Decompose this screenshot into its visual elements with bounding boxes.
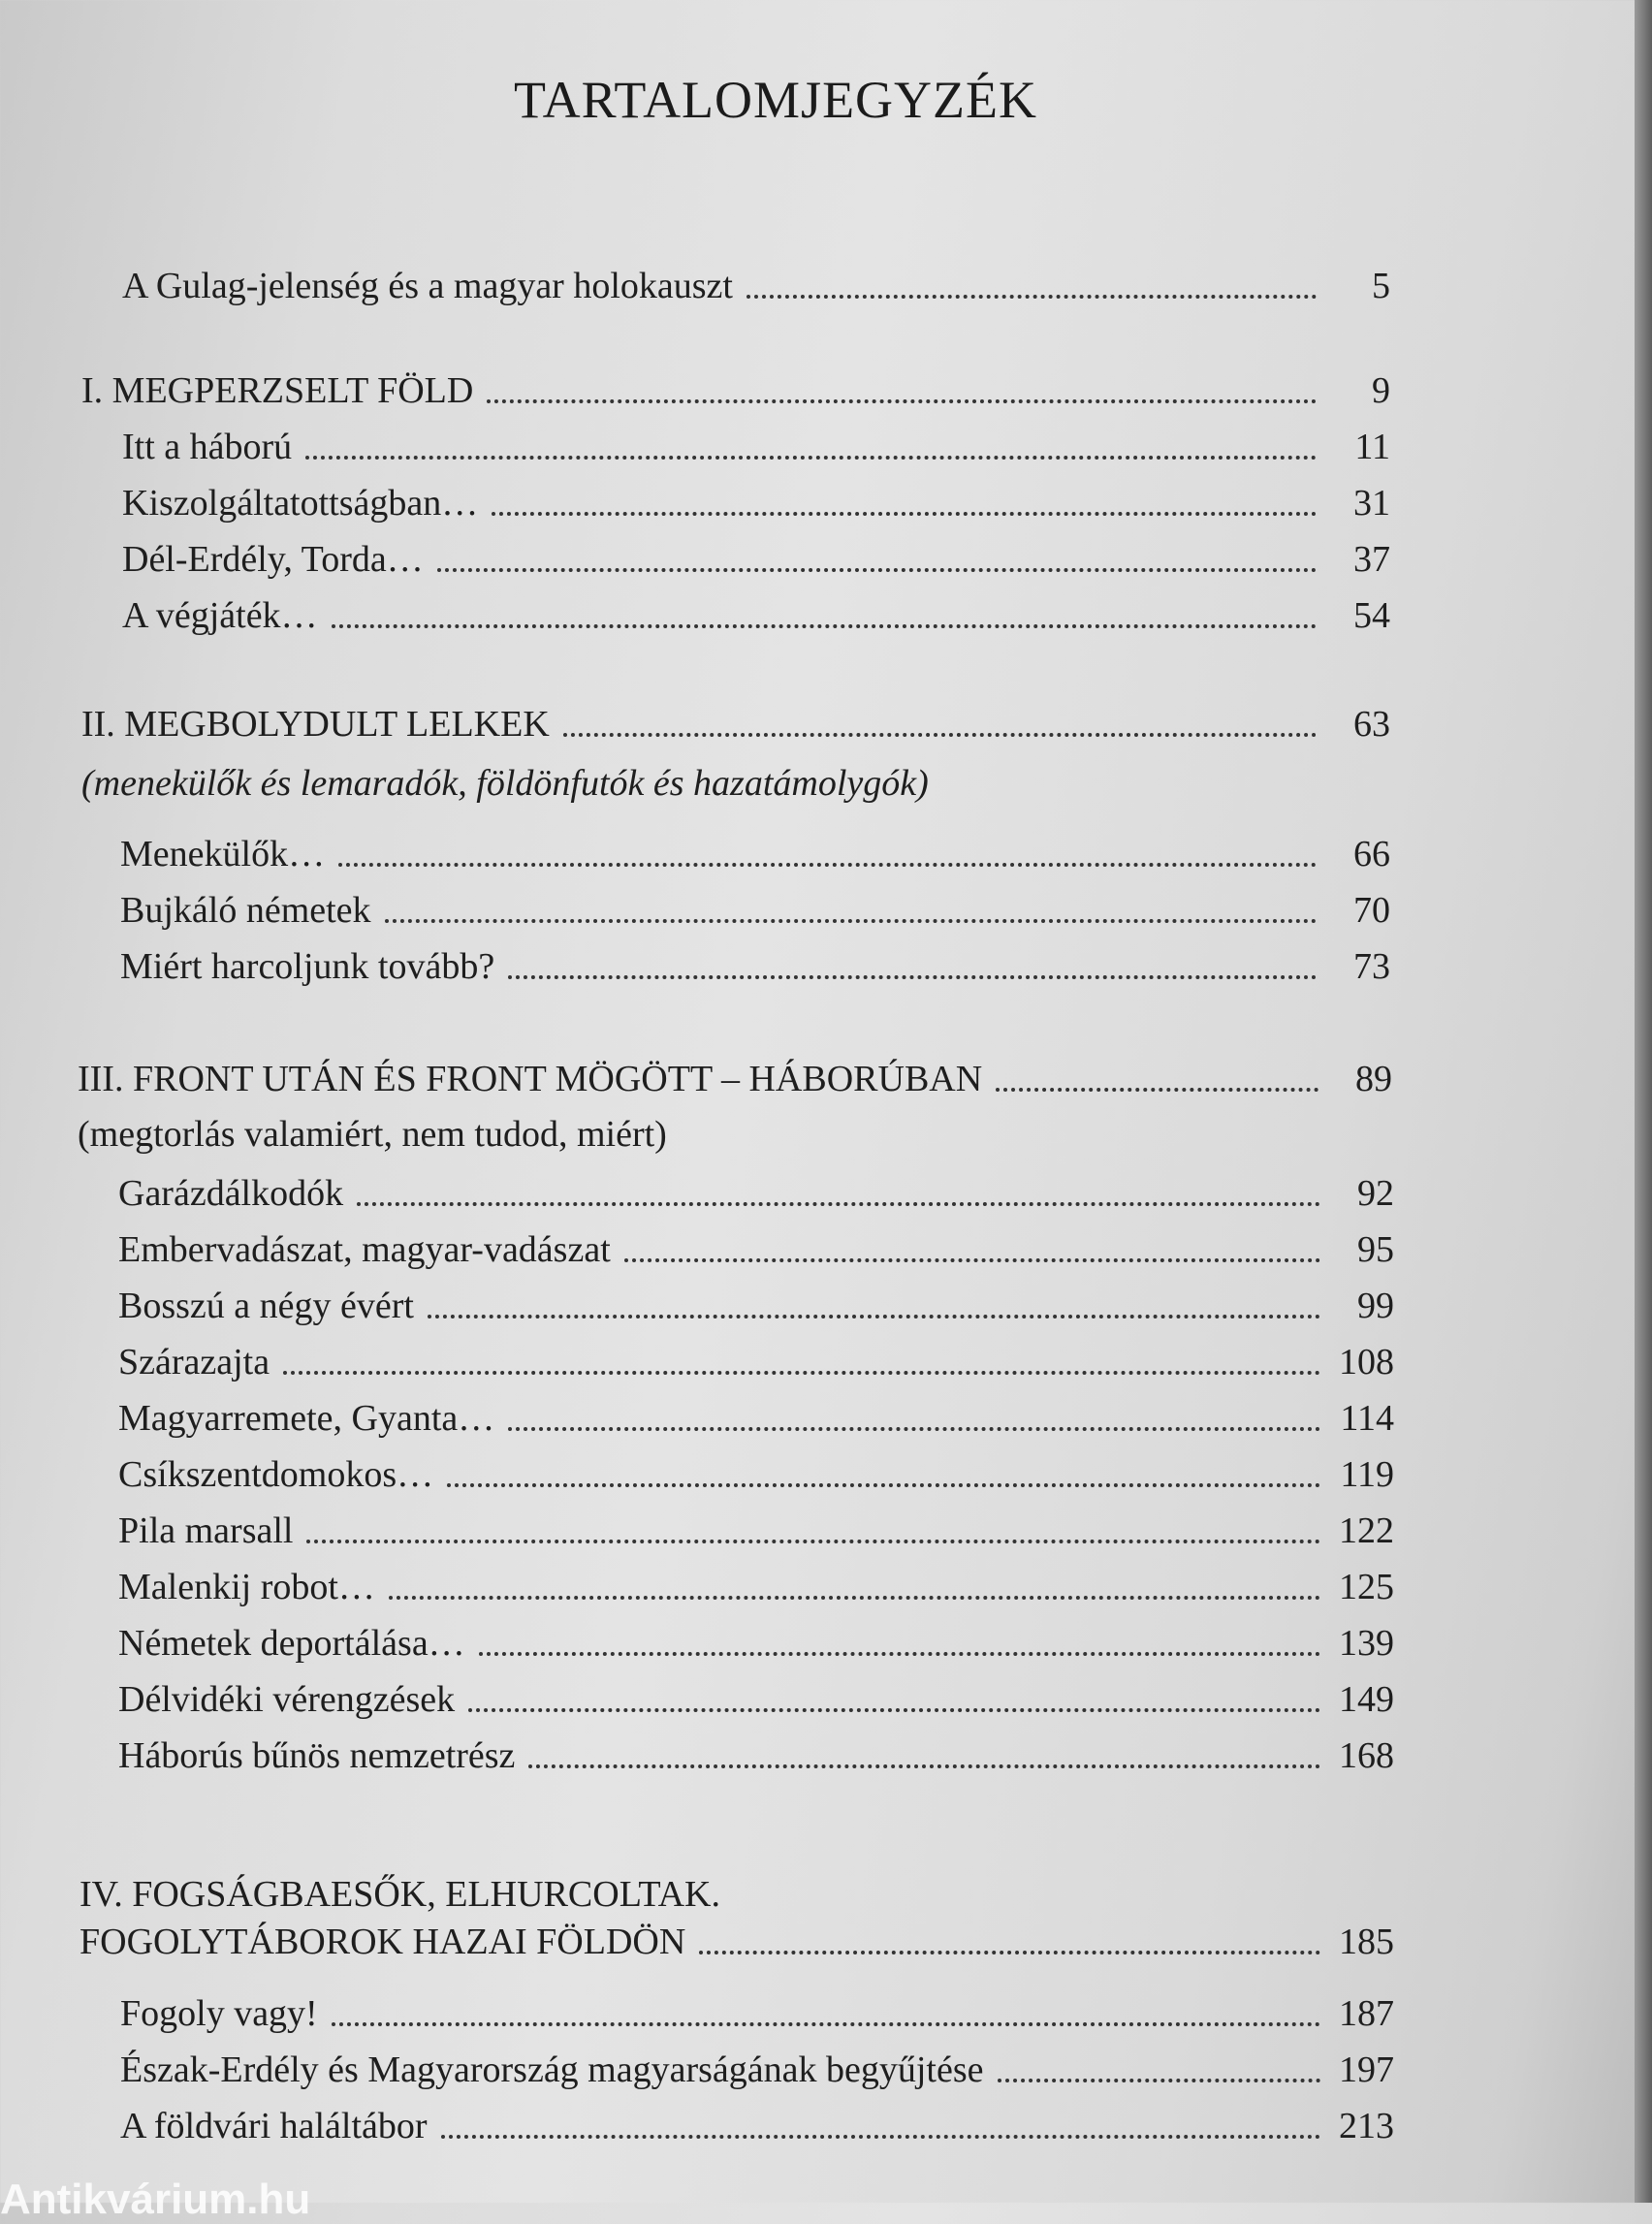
toc-entry-page: 66 xyxy=(1353,834,1390,875)
toc-entry-label: Pila marsall xyxy=(118,1510,294,1552)
watermark: Antikvárium.hu xyxy=(0,2176,311,2223)
section-subtitle: (menekülők és lemaradók, földönfutók és hazatámolygók) xyxy=(81,763,929,804)
dot-leader xyxy=(996,1088,1318,1092)
toc-entry[interactable] xyxy=(120,2094,1394,2148)
toc-section-heading[interactable] xyxy=(81,359,1390,413)
toc-entry-page: 139 xyxy=(1339,1623,1394,1665)
dot-leader xyxy=(747,295,1317,299)
toc-entry-page: 122 xyxy=(1339,1510,1394,1552)
dot-leader xyxy=(699,1951,1320,1954)
toc-entry-label: Bujkáló németek xyxy=(120,890,371,932)
dot-leader xyxy=(447,1483,1320,1487)
dot-leader xyxy=(332,624,1317,628)
dot-leader xyxy=(428,1315,1320,1319)
toc-entry-page: 92 xyxy=(1357,1173,1394,1215)
toc-entry-page: 73 xyxy=(1353,946,1390,988)
toc-entry-page: 114 xyxy=(1340,1398,1394,1440)
toc-entry-label: Malenkij robot… xyxy=(118,1567,375,1608)
toc-entry[interactable] xyxy=(118,1218,1394,1272)
dot-leader xyxy=(479,1652,1320,1656)
toc-section-heading[interactable] xyxy=(78,1047,1392,1101)
toc-entry-page: 37 xyxy=(1353,539,1390,581)
dot-leader xyxy=(563,733,1317,737)
dot-leader xyxy=(528,1764,1320,1768)
toc-entry[interactable] xyxy=(122,527,1390,582)
toc-section-page: 185 xyxy=(1339,1922,1394,1963)
page-title: TARTALOMJEGYZÉK xyxy=(513,71,1038,129)
toc-entry-page: 54 xyxy=(1353,595,1390,637)
toc-entry-label: Bosszú a négy évért xyxy=(118,1286,414,1327)
toc-entry-label: A végjáték… xyxy=(122,595,318,637)
toc-entry-label: Kiszolgáltatottságban… xyxy=(122,483,479,524)
toc-section-page: 89 xyxy=(1355,1059,1392,1100)
toc-section-page: 63 xyxy=(1353,704,1390,746)
dot-leader xyxy=(508,1427,1320,1431)
toc-entry-label: Garázdálkodók xyxy=(118,1173,344,1215)
toc-entry-page: 149 xyxy=(1339,1679,1394,1721)
toc-entry-page: 125 xyxy=(1339,1567,1394,1608)
dot-leader xyxy=(385,919,1317,923)
toc-section-label: III. FRONT UTÁN ÉS FRONT MÖGÖTT – HÁBORÚBAN xyxy=(78,1059,983,1100)
toc-entry-page: 99 xyxy=(1357,1286,1394,1327)
toc-entry-label: A földvári haláltábor xyxy=(120,2106,428,2147)
toc-entry[interactable] xyxy=(118,1330,1394,1384)
toc-section-heading[interactable] xyxy=(81,692,1390,747)
dot-leader xyxy=(508,975,1317,979)
toc-entry[interactable] xyxy=(118,1724,1394,1778)
toc-entry-page: 168 xyxy=(1339,1735,1394,1777)
toc-entry[interactable] xyxy=(120,1982,1394,2036)
toc-entry-label: Embervadászat, magyar-vadászat xyxy=(118,1229,611,1271)
toc-entry-page: 197 xyxy=(1339,2049,1394,2091)
toc-entry-label: Háborús bűnös nemzetrész xyxy=(118,1735,516,1777)
dot-leader xyxy=(487,399,1317,403)
toc-entry-page: 108 xyxy=(1339,1342,1394,1383)
dot-leader xyxy=(441,2135,1320,2139)
section-subtitle: (megtorlás valamiért, nem tudod, miért) xyxy=(78,1114,667,1155)
dot-leader xyxy=(389,1596,1320,1600)
toc-section-heading[interactable] xyxy=(79,1910,1394,1964)
toc-entry[interactable] xyxy=(120,878,1390,933)
toc-entry[interactable] xyxy=(118,1555,1394,1609)
toc-entry-label: Dél-Erdély, Torda… xyxy=(122,539,424,581)
toc-entry[interactable] xyxy=(122,471,1390,525)
toc-entry-label: Itt a háború xyxy=(122,427,293,468)
dot-leader xyxy=(283,1371,1320,1375)
dot-leader xyxy=(492,512,1317,516)
dot-leader xyxy=(468,1708,1320,1712)
toc-entry-label: Németek deportálása… xyxy=(118,1623,465,1665)
dot-leader xyxy=(306,1540,1320,1543)
toc-section-label: FOGOLYTÁBOROK HAZAI FÖLDÖN xyxy=(79,1922,686,1963)
toc-entry[interactable] xyxy=(118,1668,1394,1722)
toc-entry[interactable] xyxy=(118,1274,1394,1328)
toc-section-heading-line1[interactable]: IV. FOGSÁGBAESŐK, ELHURCOLTAK. xyxy=(79,1874,720,1915)
toc-entry-label: Észak-Erdély és Magyarország magyarságának begyűjtése xyxy=(120,2049,984,2091)
toc-section-page: 9 xyxy=(1372,370,1390,412)
dot-leader xyxy=(437,568,1317,572)
toc-entry-label: Miért harcoljunk tovább? xyxy=(120,946,495,988)
toc-entry-label: Menekülők… xyxy=(120,834,326,875)
toc-entry-label: A Gulag-jelenség és a magyar holokauszt xyxy=(122,266,733,307)
dot-leader xyxy=(332,2022,1320,2026)
toc-entry-page: 31 xyxy=(1353,483,1390,524)
toc-entry-page: 5 xyxy=(1372,266,1390,307)
toc-entry-label: Szárazajta xyxy=(118,1342,270,1383)
dot-leader xyxy=(624,1258,1320,1262)
toc-entry-page: 95 xyxy=(1357,1229,1394,1271)
toc-entry[interactable] xyxy=(120,822,1390,876)
toc-entry[interactable] xyxy=(120,935,1390,989)
toc-entry[interactable] xyxy=(118,1499,1394,1553)
toc-entry-page: 11 xyxy=(1354,427,1390,468)
toc-entry-page: 187 xyxy=(1339,1993,1394,2035)
toc-entry[interactable] xyxy=(122,584,1390,638)
toc-entry-label: Csíkszentdomokos… xyxy=(118,1454,434,1496)
dot-leader xyxy=(338,863,1317,867)
toc-entry-page: 70 xyxy=(1353,890,1390,932)
toc-section-label: I. MEGPERZSELT FÖLD xyxy=(81,370,474,412)
toc-entry-page: 213 xyxy=(1339,2106,1394,2147)
toc-section-label: II. MEGBOLYDULT LELKEK xyxy=(81,704,550,746)
toc-entry[interactable] xyxy=(118,1386,1394,1441)
toc-entry[interactable] xyxy=(118,1161,1394,1216)
dot-leader xyxy=(305,456,1317,460)
toc-entry-label: Magyarremete, Gyanta… xyxy=(118,1398,495,1440)
toc-entry-page: 119 xyxy=(1340,1454,1394,1496)
toc-entry-intro[interactable] xyxy=(122,254,1390,308)
toc-entry-label: Délvidéki vérengzések xyxy=(118,1679,456,1721)
toc-entry[interactable] xyxy=(118,1611,1394,1666)
toc-entry[interactable] xyxy=(120,2038,1394,2092)
toc-entry-label: Fogoly vagy! xyxy=(120,1993,318,2035)
toc-entry[interactable] xyxy=(122,415,1390,469)
dot-leader xyxy=(357,1202,1320,1206)
dot-leader xyxy=(998,2079,1320,2082)
page-edge-shadow xyxy=(1635,0,1652,2203)
toc-entry[interactable] xyxy=(118,1443,1394,1497)
